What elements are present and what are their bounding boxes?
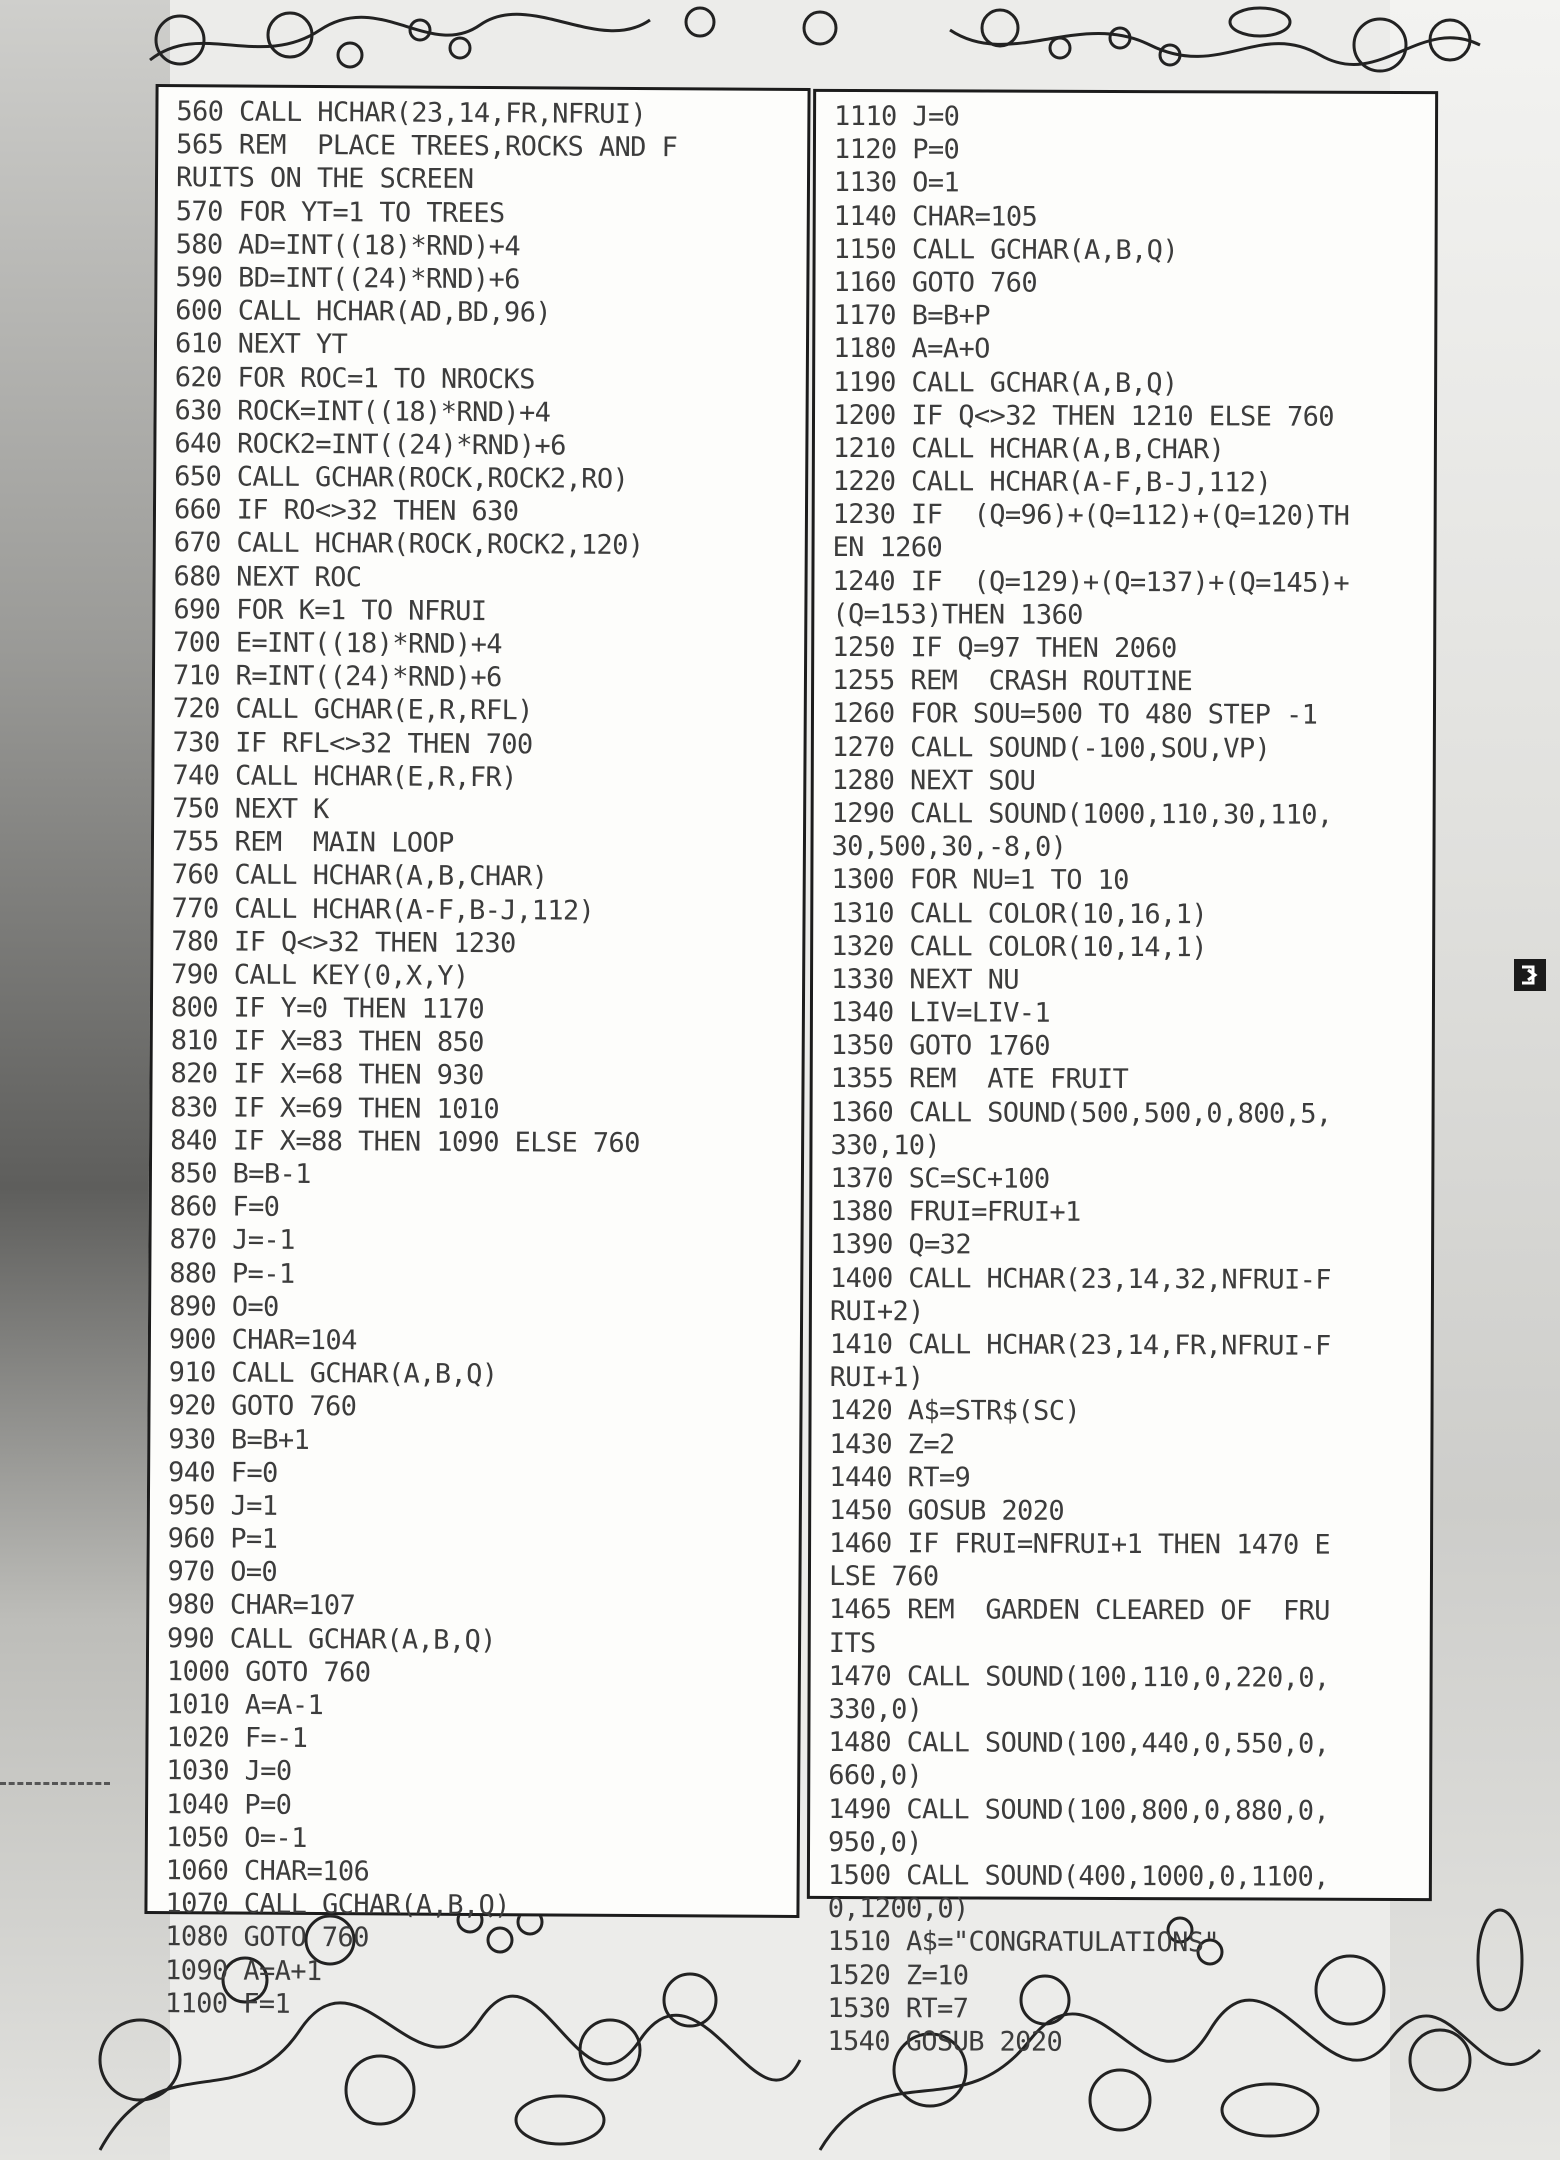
- code-line: 1190 CALL GCHAR(A,B,Q): [833, 366, 1178, 399]
- code-line: 660 IF RO<>32 THEN 630: [173, 494, 519, 528]
- code-line: 600 CALL HCHAR(AD,BD,96): [175, 295, 552, 329]
- code-line: 1250 IF Q=97 THEN 2060: [832, 631, 1177, 665]
- code-line: 565 REM PLACE TREES,ROCKS AND F: [176, 129, 678, 164]
- code-line: 1310 CALL COLOR(10,16,1): [831, 897, 1208, 930]
- code-line: 670 CALL HCHAR(ROCK,ROCK2,120): [173, 527, 644, 562]
- code-line: 640 ROCK2=INT((24)*RND)+6: [174, 428, 566, 462]
- code-line: 1060 CHAR=106: [165, 1855, 370, 1888]
- code-line: 590 BD=INT((24)*RND)+6: [175, 262, 520, 296]
- program-listing-right-column: [807, 89, 1438, 2058]
- code-line: 890 O=0: [169, 1290, 279, 1323]
- code-line: 630 ROCK=INT((18)*RND)+4: [174, 394, 551, 429]
- code-line: 0,1200,0): [827, 1893, 969, 1925]
- code-line: 1230 IF (Q=96)+(Q=112)+(Q=120)TH: [832, 499, 1350, 533]
- code-line: 880 P=-1: [169, 1257, 295, 1290]
- code-line: 660,0): [828, 1760, 923, 1792]
- code-line: 1270 CALL SOUND(-100,SOU,VP): [831, 731, 1271, 765]
- code-line: 620 FOR ROC=1 TO NROCKS: [174, 361, 535, 395]
- code-line: 1010 A=A-1: [166, 1689, 324, 1722]
- code-line: 840 IF X=88 THEN 1090 ELSE 760: [170, 1124, 640, 1159]
- code-line: 1430 Z=2: [829, 1428, 955, 1460]
- code-line: 930 B=B+1: [168, 1423, 310, 1456]
- code-line: 1410 CALL HCHAR(23,14,FR,NFRUI-F: [829, 1328, 1331, 1362]
- code-line: 1200 IF Q<>32 THEN 1210 ELSE 760: [832, 399, 1335, 433]
- code-line: RUI+2): [829, 1295, 924, 1328]
- code-line: 970 O=0: [167, 1556, 278, 1589]
- code-line: 950,0): [827, 1826, 923, 1859]
- code-line: 1360 CALL SOUND(500,500,0,800,5,: [830, 1096, 1332, 1130]
- fruit-vine-border-top-icon: [0, 0, 1560, 80]
- code-line: 920 GOTO 760: [168, 1390, 357, 1423]
- code-line: 710 R=INT((24)*RND)+6: [172, 660, 502, 694]
- code-line: 820 IF X=68 THEN 930: [170, 1058, 484, 1092]
- code-line: 1120 P=0: [833, 134, 960, 166]
- code-line: RUI+1): [829, 1362, 924, 1394]
- code-line: 755 REM MAIN LOOP: [171, 826, 454, 859]
- code-line: 750 NEXT K: [172, 793, 329, 826]
- code-line: 1170 B=B+P: [833, 300, 990, 332]
- code-line: ITS: [828, 1627, 876, 1659]
- code-line: 760 CALL HCHAR(A,B,CHAR): [171, 859, 548, 893]
- code-line: 1320 CALL COLOR(10,14,1): [831, 930, 1207, 963]
- code-line: 1255 REM CRASH ROUTINE: [832, 665, 1193, 698]
- code-line: 860 F=0: [169, 1191, 280, 1223]
- code-line: 1150 CALL GCHAR(A,B,Q): [833, 233, 1179, 266]
- code-line: 1130 O=1: [833, 167, 960, 199]
- code-line: 330,0): [828, 1693, 923, 1726]
- code-line: 1000 GOTO 760: [166, 1655, 371, 1689]
- code-line: 980 CHAR=107: [167, 1589, 356, 1622]
- code-line: 910 CALL GCHAR(A,B,Q): [168, 1357, 498, 1391]
- code-line: 1490 CALL SOUND(100,800,0,880,0,: [828, 1793, 1330, 1827]
- code-line: 560 CALL HCHAR(23,14,FR,NFRUI): [176, 96, 647, 131]
- code-line: 690 FOR K=1 TO NFRUI: [173, 593, 487, 627]
- code-line: 950 J=1: [167, 1489, 278, 1522]
- code-line: 740 CALL HCHAR(E,R,FR): [172, 759, 517, 793]
- code-line: 1110 J=0: [834, 100, 960, 133]
- code-line: 1290 CALL SOUND(1000,110,30,110,: [831, 797, 1333, 831]
- code-line: 1080 GOTO 760: [165, 1921, 369, 1954]
- code-line: 1220 CALL HCHAR(A-F,B-J,112): [832, 466, 1272, 499]
- code-line: 1390 Q=32: [830, 1229, 972, 1261]
- code-line: 1070 CALL GCHAR(A,B,Q): [165, 1888, 510, 1922]
- code-line: 30,500,30,-8,0): [831, 831, 1067, 863]
- code-line: 1370 SC=SC+100: [830, 1162, 1050, 1195]
- code-line: 1510 A$="CONGRATULATIONS": [827, 1926, 1220, 1959]
- code-line: 1020 F=-1: [166, 1722, 308, 1755]
- code-line: 1500 CALL SOUND(400,1000,0,1100,: [827, 1859, 1329, 1893]
- code-line: 1460 IF FRUI=NFRUI+1 THEN 1470 E: [829, 1528, 1331, 1561]
- code-line: 770 CALL HCHAR(A-F,B-J,112): [171, 892, 595, 927]
- code-line: 1520 Z=10: [827, 1959, 969, 1991]
- code-line: 330,10): [830, 1129, 941, 1162]
- code-line: 700 E=INT((18)*RND)+4: [173, 627, 503, 661]
- code-line: 730 IF RFL<>32 THEN 700: [172, 726, 533, 760]
- code-line: 1090 A=A+1: [164, 1954, 322, 1987]
- code-line: 1470 CALL SOUND(100,110,0,220,0,: [828, 1660, 1330, 1694]
- code-line: 1420 A$=STR$(SC): [829, 1395, 1081, 1428]
- code-line: 1380 FRUI=FRUI+1: [830, 1196, 1081, 1229]
- code-line: 720 CALL GCHAR(E,R,RFL): [172, 693, 533, 727]
- code-line: 1100 F=1: [164, 1987, 291, 2020]
- program-listing-left-column: [144, 84, 810, 2020]
- code-line: 1240 IF (Q=129)+(Q=137)+(Q=145)+: [832, 565, 1350, 599]
- code-line: 1340 LIV=LIV-1: [830, 997, 1051, 1029]
- code-line: 900 CHAR=104: [168, 1324, 357, 1357]
- code-line: 1040 P=0: [165, 1788, 292, 1821]
- code-line: 1450 GOSUB 2020: [829, 1494, 1065, 1527]
- code-line: 990 CALL GCHAR(A,B,Q): [167, 1622, 496, 1656]
- code-line: 800 IF Y=0 THEN 1170: [170, 992, 485, 1026]
- code-line: 850 B=B-1: [169, 1158, 311, 1190]
- code-line: 1540 GOSUB 2020: [827, 2025, 1063, 2058]
- code-line: 1030 J=0: [166, 1755, 292, 1788]
- code-line: 570 FOR YT=1 TO TREES: [175, 195, 505, 229]
- cut-line-divider: [0, 1782, 110, 1785]
- code-line: 1260 FOR SOU=500 TO 480 STEP -1: [831, 698, 1318, 732]
- code-line: 960 P=1: [167, 1523, 278, 1555]
- code-line: 680 NEXT ROC: [173, 560, 362, 593]
- code-line: 830 IF X=69 THEN 1010: [170, 1091, 500, 1125]
- code-line: 1330 NEXT NU: [830, 963, 1019, 996]
- code-line: 1160 GOTO 760: [833, 266, 1038, 299]
- code-line: 1400 CALL HCHAR(23,14,32,NFRUI-F: [829, 1262, 1332, 1296]
- code-line: 1530 RT=7: [827, 1992, 969, 2025]
- code-line: 610 NEXT YT: [174, 328, 348, 361]
- code-line: (Q=153)THEN 1360: [832, 598, 1083, 631]
- code-line: 870 J=-1: [169, 1224, 295, 1257]
- code-line: 580 AD=INT((18)*RND)+4: [175, 228, 521, 262]
- code-line: RUITS ON THE SCREEN: [175, 162, 474, 196]
- code-line: 1280 NEXT SOU: [831, 764, 1036, 797]
- code-line: 1300 FOR NU=1 TO 10: [831, 864, 1129, 897]
- code-line: 1465 REM GARDEN CLEARED OF FRU: [828, 1594, 1330, 1628]
- code-line: 1350 GOTO 1760: [830, 1030, 1051, 1062]
- code-line: 650 CALL GCHAR(ROCK,ROCK2,RO): [174, 461, 629, 495]
- code-line: 1050 O=-1: [165, 1821, 307, 1854]
- code-line: 1210 CALL HCHAR(A,B,CHAR): [832, 432, 1225, 466]
- code-line: 810 IF X=83 THEN 850: [170, 1025, 484, 1059]
- code-line: EN 1260: [832, 532, 943, 564]
- code-line: 1140 CHAR=105: [833, 200, 1038, 233]
- code-line: 780 IF Q<>32 THEN 1230: [171, 925, 516, 959]
- continue-arrow-icon: [1513, 958, 1547, 992]
- code-line: 790 CALL KEY(0,X,Y): [171, 959, 469, 992]
- code-line: 1355 REM ATE FRUIT: [830, 1063, 1129, 1096]
- code-line: 1440 RT=9: [829, 1461, 971, 1494]
- code-line: LSE 760: [828, 1561, 939, 1593]
- code-line: 1480 CALL SOUND(100,440,0,550,0,: [828, 1727, 1330, 1760]
- code-line: 940 F=0: [168, 1456, 278, 1489]
- code-line: 1180 A=A+O: [833, 333, 990, 365]
